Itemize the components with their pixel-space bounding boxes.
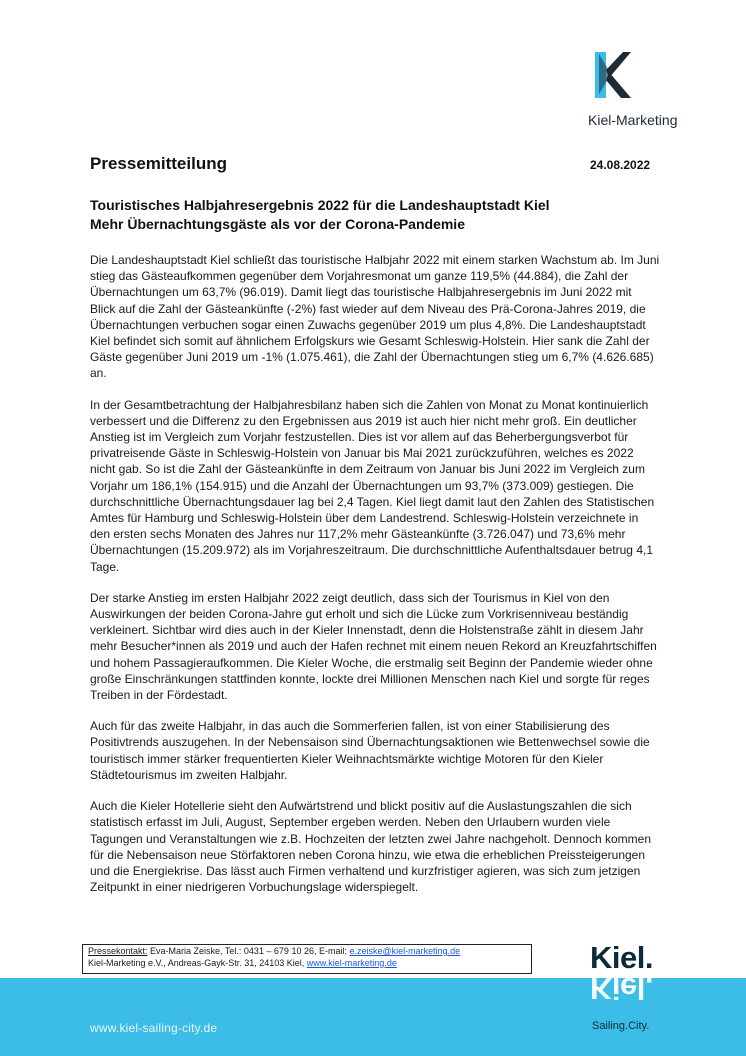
kiel-logo-word: Kiel. bbox=[590, 940, 653, 975]
footer-url[interactable]: www.kiel-sailing-city.de bbox=[90, 1021, 218, 1035]
contact-label: Pressekontakt: bbox=[88, 946, 148, 956]
contact-person: Eva-Maria Zeiske, Tel.: 0431 – 679 10 26, E-mail: bbox=[147, 946, 350, 956]
brand-name: Kiel-Marketing bbox=[588, 112, 678, 128]
kiel-logo-reflection: Kiel. bbox=[590, 971, 653, 1006]
contact-address: Kiel-Marketing e.V., Andreas-Gayk-Str. 31, 24103 Kiel, bbox=[88, 957, 307, 968]
paragraph: Auch für das zweite Halbjahr, in das auch die Sommerferien fallen, ist von einer Stabilisierung des Positivtrends auszugehen. In der Nebensaison sind Übernachtungsaktionen wie Bettenwechsel sowie die touristisch immer stärker frequentierten Kieler Weihnachtsmärkte wichtige Motoren für den Kieler Städtetourismus im zweiten Halbjahr. bbox=[90, 719, 650, 782]
press-contact-box bbox=[82, 944, 532, 974]
contact-line-1 bbox=[88, 946, 526, 958]
headline-line-1: Touristisches Halbjahresergebnis 2022 für die Landeshauptstadt Kiel bbox=[90, 197, 550, 213]
contact-email-link[interactable]: e.zeiske@kiel-marketing.de bbox=[349, 946, 461, 956]
paragraph: Auch die Kieler Hotellerie sieht den Aufwärtstrend und blickt positiv auf die Auslastungszahlen die sich statistisch erfasst im Juli, August, September ergeben werden. Neben den Urlaubern wurden viele Tagungen und Veranstaltungen wie z.B. Hochzeiten der letzten zwei Jahre nachgeholt. Dennoch kommen für die Nebensaison neue Störfaktoren neben Corona hinzu, wie etwa die erheblichen Preissteigerungen und die Energiekrise. Das lässt auch Firmen verhaltend und kurzfristiger agieren, was sich zum jetzigen Zeitpunkt in einer niedrigeren Vorbuchungslage widerspiegelt. bbox=[90, 799, 652, 895]
headline bbox=[90, 196, 660, 234]
paragraph: Der starke Anstieg im ersten Halbjahr 2022 zeigt deutlich, dass sich der Tourismus in Kiel von den Auswirkungen der beiden Corona-Jahre gut erholt und sich die Lücke zum Vorkrisenniveau beständig verkleinert. Sichtbar wird dies auch in der Kieler Innenstadt, denn die Holstenstraße zählt in diesem Jahr mehr Besucher*innen als 2019 und auch der Hafen rechnet mit einem neuen Rekord an Kreuzfahrtschiffen und hohem Passagieraufkommen. Die Kieler Woche, die erstmalig seit Beginn der Pandemie wieder ohne große Einschränkungen stattfinden konnte, lockte drei Millionen Menschen nach Kiel und sorgte für reges Treiben in der Fördestadt. bbox=[90, 590, 657, 703]
page-title: Pressemitteilung bbox=[90, 154, 227, 173]
kiel-slogan: Sailing.City. bbox=[592, 1020, 650, 1032]
article-body bbox=[90, 252, 660, 910]
paragraph: Die Landeshauptstadt Kiel schließt das touristische Halbjahr 2022 mit einem starken Wachstum ab. Im Juni stieg das Gästeaufkommen gegenüber dem Vorjahresmonat um ganze 119,5% (44.884), die Zahl der Übernachtungen um 63,7% (96.019). Damit liegt das touristische Halbjahresergebnis im Juni 2022 mit Blick auf die Zahl der Gästeankünfte (-2%) fast wieder auf dem Niveau des Prä-Corona-Jahres 2019, die Übernachtungen verbuchen sogar einen Zuwachs gegenüber 2019 um plus 4,8%. Die Landeshauptstadt Kiel befindet sich somit auf ähnlichem Erfolgskurs wie Gesamt Schleswig-Holstein. Hier sank die Zahl der Gäste gegenüber Juni 2019 um -1% (1.075.461), die Zahl der Übernachtungen stieg um 6,7% (4.626.685) an. bbox=[90, 253, 660, 381]
headline-line-2: Mehr Übernachtungsgäste als vor der Corona-Pandemie bbox=[90, 216, 465, 232]
release-date: 24.08.2022 bbox=[590, 158, 651, 172]
kiel-marketing-k-icon bbox=[593, 50, 633, 100]
contact-website-link[interactable]: www.kiel-marketing.de bbox=[306, 957, 397, 968]
paragraph: In der Gesamtbetrachtung der Halbjahresbilanz haben sich die Zahlen von Monat zu Monat kontinuierlich verbessert und die Differenz zu den Ergebnissen aus 2019 ist auch hier nicht mehr groß. Ein deutlicher Anstieg ist im Vergleich zum Vorjahr festzustellen. Dies ist vor allem auf das Beherbergungsverbot für privatreisende Gäste in Schleswig-Holstein von Januar bis Mai 2021 zurückzuführen, welches es 2022 nicht gab. So ist die Zahl der Gästeankünfte in dem Zeitraum von Januar bis Juni 2022 im Vergleich zum Vorjahr um 186,1% (154.915) und die Anzahl der Übernachtungen um 93,7% (373.009) gestiegen. Die durchschnittliche Übernachtungsdauer lag bei 2,4 Tagen. Kiel liegt damit laut den Zahlen des Statistischen Amtes für Hamburg und Schleswig-Holstein über dem Landestrend. Schleswig-Holstein verzeichnete in den ersten sechs Monaten des Jahres nur 117,2% mehr Gästeankünfte (3.726.047) und 73,6% mehr Übernachtungen (15.209.972) als im Vorjahreszeitraum. Die durchschnittliche Aufenthaltsdauer betrug 4,1 Tage. bbox=[90, 397, 655, 574]
contact-line-2 bbox=[88, 958, 526, 970]
